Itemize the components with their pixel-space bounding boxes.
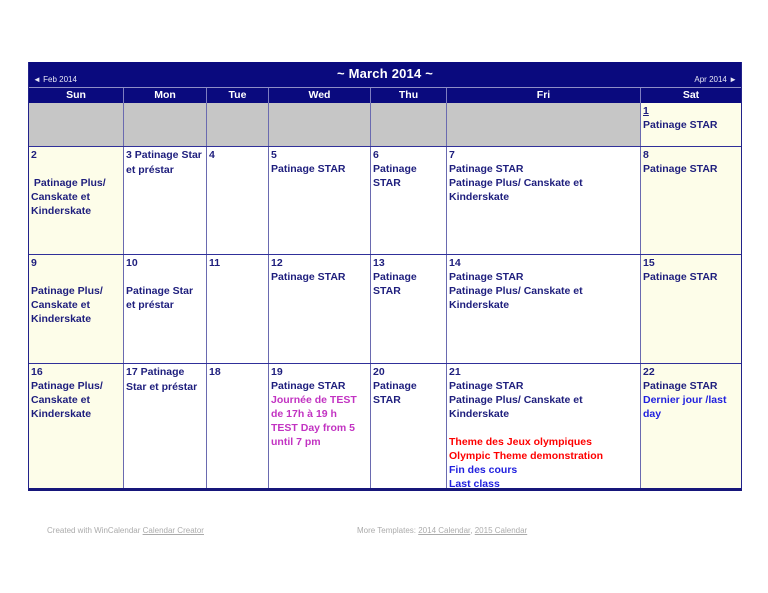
day-cell-20 bbox=[371, 364, 447, 488]
day-number: 6 bbox=[373, 149, 379, 161]
day-number: 13 bbox=[373, 257, 385, 269]
event-text: TEST Day from 5 until 7 pm bbox=[271, 422, 358, 448]
event-text: Olympic Theme demonstration bbox=[449, 450, 604, 462]
day-number: 3 bbox=[126, 149, 132, 161]
day-number: 7 bbox=[449, 149, 455, 161]
event-text: Journée de TEST de 17h à 19 h bbox=[271, 394, 360, 420]
week-row bbox=[29, 146, 741, 254]
next-month-link[interactable]: Apr 2014 ► bbox=[694, 75, 737, 84]
day-number: 19 bbox=[271, 366, 283, 378]
day-header-mon: Mon bbox=[124, 88, 207, 103]
day-header-wed: Wed bbox=[269, 88, 371, 103]
event-text: Patinage Plus/ Canskate et Kinderskate bbox=[31, 285, 106, 325]
day-number: 5 bbox=[271, 149, 277, 161]
event-text: Patinage Plus/ Canskate et Kinderskate bbox=[31, 380, 106, 420]
day-cell-16 bbox=[29, 364, 124, 488]
templates-2015-link[interactable]: 2015 Calendar bbox=[474, 526, 528, 535]
day-cell-11 bbox=[207, 255, 269, 363]
footer-templates bbox=[357, 526, 527, 535]
day-number: 17 bbox=[126, 366, 138, 378]
prev-month-link[interactable]: ◄ Feb 2014 bbox=[33, 75, 77, 84]
day-header-sat: Sat bbox=[682, 89, 700, 101]
event-text: Patinage STAR bbox=[373, 163, 420, 189]
event-text: Patinage Plus/ Canskate et Kinderskate bbox=[31, 177, 109, 217]
day-number: 11 bbox=[209, 257, 221, 269]
event-text: Patinage STAR bbox=[271, 380, 346, 392]
day-cell-10 bbox=[124, 255, 207, 363]
day-header-tue: Tue bbox=[207, 88, 269, 103]
calendar-creator-link[interactable]: Calendar Creator bbox=[142, 526, 204, 535]
event-text: Patinage STAR bbox=[449, 163, 524, 175]
footer-credit-text: Created with WinCalendar bbox=[47, 526, 143, 535]
day-header-fri: Fri bbox=[447, 88, 641, 103]
week-row bbox=[29, 363, 741, 488]
event-text: Patinage STAR bbox=[643, 380, 718, 392]
event-text: Patinage STAR bbox=[449, 380, 524, 392]
day-cell-empty bbox=[29, 103, 124, 146]
calendar-titlebar bbox=[29, 62, 741, 87]
day-cell-21 bbox=[447, 364, 641, 488]
day-number: 18 bbox=[209, 366, 221, 378]
day-cell-14 bbox=[447, 255, 641, 363]
day-cell-5 bbox=[269, 147, 371, 254]
event-text: Dernier jour /last day bbox=[643, 394, 730, 420]
event-text: Patinage STAR bbox=[271, 271, 346, 283]
day-cell-empty bbox=[269, 103, 371, 146]
event-text: Patinage Star et préstar bbox=[126, 149, 205, 176]
event-text: Theme des Jeux olympiques bbox=[449, 436, 592, 448]
event-text: Patinage Star et préstar bbox=[126, 285, 197, 311]
day-cell-17 bbox=[124, 364, 207, 488]
footer-templates-text: More Templates: bbox=[357, 526, 419, 535]
calendar bbox=[28, 62, 742, 491]
day-number: 10 bbox=[126, 257, 138, 269]
calendar-title: ~ March 2014 ~ bbox=[336, 66, 434, 81]
day-cell-empty bbox=[124, 103, 207, 146]
event-text: Patinage Plus/ Canskate et Kinderskate bbox=[449, 177, 586, 203]
day-number: 4 bbox=[209, 149, 215, 161]
day-cell-6 bbox=[371, 147, 447, 254]
footer-templates-sep: , bbox=[470, 526, 475, 535]
event-text: Patinage Plus/ Canskate et Kinderskate bbox=[449, 285, 586, 311]
event-text: Patinage Plus/ Canskate et Kinderskate bbox=[449, 394, 586, 420]
day-header-thu: Thu bbox=[371, 88, 447, 103]
event-text: Patinage STAR bbox=[643, 163, 718, 175]
day-number: 16 bbox=[31, 366, 43, 378]
event-spacer bbox=[126, 270, 204, 284]
event-spacer bbox=[31, 270, 121, 284]
week-row bbox=[29, 103, 741, 146]
calendar-grid bbox=[29, 103, 741, 488]
day-cell-empty bbox=[371, 103, 447, 146]
day-header-row bbox=[29, 87, 741, 103]
day-number: 15 bbox=[643, 257, 655, 269]
day-cell-9 bbox=[29, 255, 124, 363]
day-cell-12 bbox=[269, 255, 371, 363]
event-text: Patinage STAR bbox=[271, 163, 346, 175]
event-text: Patinage Star et préstar bbox=[126, 366, 198, 393]
day-cell-13 bbox=[371, 255, 447, 363]
day-number: 20 bbox=[373, 366, 385, 378]
day-cell-18 bbox=[207, 364, 269, 488]
day-header-sun: Sun bbox=[29, 88, 124, 103]
event-text: Patinage STAR bbox=[373, 271, 420, 297]
event-spacer bbox=[31, 162, 121, 176]
day-cell-8 bbox=[641, 147, 741, 254]
event-text: Patinage STAR bbox=[643, 119, 718, 131]
event-text: Last class bbox=[449, 478, 500, 488]
day-cell-empty bbox=[207, 103, 269, 146]
day-number: 21 bbox=[449, 366, 461, 378]
event-text: Fin des cours bbox=[449, 464, 518, 476]
day-number: 12 bbox=[271, 257, 283, 269]
event-text: Patinage STAR bbox=[373, 380, 420, 406]
day-cell-3 bbox=[124, 147, 207, 254]
day-cell-1 bbox=[641, 103, 741, 146]
week-row bbox=[29, 254, 741, 363]
day-cell-2 bbox=[29, 147, 124, 254]
day-cell-4 bbox=[207, 147, 269, 254]
day-cell-19 bbox=[269, 364, 371, 488]
day-cell-empty bbox=[447, 103, 641, 146]
event-spacer bbox=[449, 421, 638, 435]
day-number: 14 bbox=[449, 257, 461, 269]
day-number: 9 bbox=[31, 257, 37, 269]
day-number: 1 bbox=[643, 105, 649, 117]
day-number: 22 bbox=[643, 366, 655, 378]
event-text: Patinage STAR bbox=[643, 271, 718, 283]
footer-credit bbox=[47, 526, 204, 535]
templates-2014-link[interactable]: 2014 Calendar bbox=[418, 526, 471, 535]
day-cell-22 bbox=[641, 364, 741, 488]
event-text: Patinage STAR bbox=[449, 271, 524, 283]
day-cell-15 bbox=[641, 255, 741, 363]
day-number: 2 bbox=[31, 149, 37, 161]
day-number: 8 bbox=[643, 149, 649, 161]
day-cell-7 bbox=[447, 147, 641, 254]
